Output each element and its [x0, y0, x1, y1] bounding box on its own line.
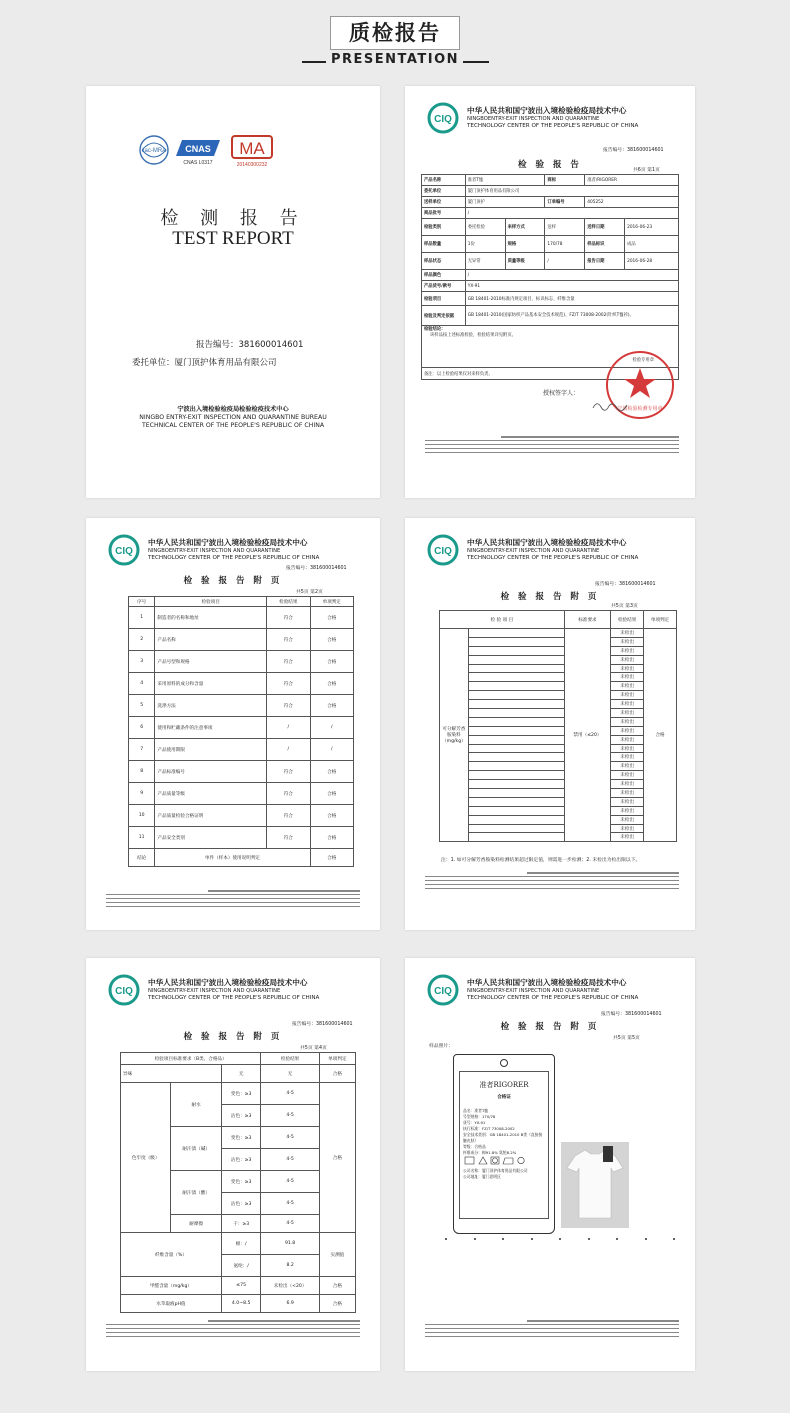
table-row: 10 产品质量检验合格证明 符合 合格: [129, 805, 354, 827]
appendix2-table: [439, 610, 677, 842]
appendix3-table: 检验项目标准要求（B类、合格品） 检验结果 单项判定 异味 无 无 合格 色牢度（级） 耐水 变色：≥3 4-5 合格 沾色：≥3 4-5 耐汗渍（碱） 变色：≥3 4-5 沾色：≥3 4-5 耐汗渍（酸） 变色：≥3 4-5 沾色：≥3 4-5 耐摩擦 干：≥3 4-5 纤维含量（%） 棉：/ 91.8 实测值 氨纶：/ 8.2 甲醛含量（mg/kg） ≤75 未检出（<20） 合格 水萃取液pH值 4.0~8.5 6.9 合格: [120, 1052, 356, 1313]
result-cell: 未检出: [611, 709, 644, 718]
tag-label: [459, 1071, 549, 1219]
table-row: [440, 797, 677, 806]
result-cell: 未检出: [611, 789, 644, 798]
report-no: 报告编号：381600014601: [601, 1012, 662, 1017]
result-cell: 未检出: [611, 682, 644, 691]
cover-footer-line-cn: 宁波出入境检验检疫局检验检疫技术中心: [177, 406, 289, 413]
tag-details: 品名：准者T恤 号型规格：170/78 货号：YX-91 执行标准：FZ/T 73008-2002 安全技术类别：GB 18401-2010 B类（直接接触皮肤） 等级：合格品 纤维成分：棉91.8% 氨纶8.2% 公司名称：厦门顶护体育用品有限公司 公司地址：厦门思明区: [463, 1108, 543, 1179]
table-row: 8 产品标准编号 符合 合格: [129, 761, 354, 783]
report-no: 报告编号：381600014601: [292, 1022, 353, 1027]
appendix-page-2[interactable]: [86, 518, 380, 930]
table-row: [440, 682, 677, 691]
page-dots: [445, 1238, 675, 1242]
org-name-en1: NINGBOENTRY-EXIT INSPECTION AND QUARANTINE: [467, 988, 600, 994]
svg-text:20140300232: 20140300232: [236, 162, 268, 168]
table-row: 5 洗涤方法 符合 合格: [129, 695, 354, 717]
section-header: [0, 0, 790, 86]
seal-text: 宁波检验检测专用章: [617, 406, 663, 412]
col-header: 序号: [129, 597, 155, 607]
ciq-logo-icon: [427, 102, 459, 134]
report-no-value: 381600014601: [238, 340, 304, 350]
table-row: [440, 806, 677, 815]
substance-cell: [468, 833, 564, 842]
org-header: [427, 534, 677, 570]
appendix-title: 检 验 报 告 附 页: [500, 592, 600, 602]
section-subtitle: PRESENTATION: [330, 52, 460, 67]
inspection-stamp-label: 检验专用章: [632, 358, 654, 363]
appendix-title: 检 验 报 告 附 页: [183, 576, 283, 586]
report-no: 报告编号：381600014601: [595, 582, 656, 587]
page-footer-text: [425, 1320, 679, 1339]
appendix-title: 检 验 报 告 附 页: [500, 1022, 600, 1032]
substance-cell: [468, 726, 564, 735]
table-row: [440, 629, 677, 638]
report-no: 报告编号：381600014601: [286, 566, 347, 571]
substance-cell: [468, 655, 564, 664]
svg-text:CNAS: CNAS: [185, 144, 211, 154]
ciq-logo-icon: [427, 974, 459, 1006]
result-cell: 未检出: [611, 815, 644, 824]
ciq-logo-icon: [108, 534, 140, 566]
result-cell: 未检出: [611, 833, 644, 842]
substance-cell: [468, 646, 564, 655]
substance-cell: [468, 637, 564, 646]
cover-report-no: [196, 338, 303, 350]
summary-row: 结论 单件（样本）使用说明判定 合格: [129, 849, 354, 867]
org-header: [108, 974, 358, 1010]
signer-label: 授权签字人：: [543, 390, 580, 397]
substance-cell: [468, 815, 564, 824]
page-number: 共6页 第1页: [633, 168, 660, 173]
table-row: [440, 824, 677, 833]
table-row: 9 产品质量等级 符合 合格: [129, 783, 354, 805]
table-row: [440, 735, 677, 744]
table-row: [440, 753, 677, 762]
cover-footer: [86, 406, 380, 430]
substance-cell: [468, 673, 564, 682]
table-row: [440, 762, 677, 771]
tag-cert: 合格证: [497, 1095, 511, 1100]
table-row: [440, 744, 677, 753]
report-no-label: 报告编号：: [196, 340, 239, 350]
substance-cell: [468, 753, 564, 762]
conclusion-label: 检验结论：: [424, 327, 446, 332]
header-rule-right: [463, 61, 489, 63]
report-main-table: 产品名称 准者T恤 商标 准者/RIGORER 委托单位 厦门顶护体育用品有限公司 送样单位 厦门顶护 订单编号 405252 商品批号 / 检验类别 委托检验 来样方式 送样 送样日期 2016-06-23 样品数量 1份 规格 170/78 样品标识 成品 样品状态 无异常 质量等级 / 报告日期 2016-06-28 样品颜色 / 产品货号/款号 YX-91 检验项目 GB 18401-2010标准内规定项目、标识标志、纤维含量 检验及判定依据 GB 18401-2010(国家纺织产品基本安全技术规范)、FZ/T 73008-2002(针织T恤衫)。 检验结论： 该样品按上述标准检验，检验结果详见附页。 检验专用章 备注：以上检验结果仅对来样负责。: [421, 174, 679, 380]
col-header: 检验结果: [611, 611, 644, 629]
result-cell: 未检出: [611, 629, 644, 638]
org-name-en2: TECHNOLOGY CENTER OF THE PEOPLE'S REPUBLIC OF CHINA: [467, 555, 639, 561]
page-number: 共5页 第3页: [611, 604, 638, 609]
svg-text:CIQ: CIQ: [434, 546, 452, 557]
svg-text:CIQ: CIQ: [115, 546, 133, 557]
result-cell: 未检出: [611, 735, 644, 744]
table-row: 3 产品号型和规格 符合 合格: [129, 651, 354, 673]
ilac-text: ilac-MRA: [141, 148, 167, 154]
substance-cell: [468, 824, 564, 833]
cover-title-cn: 检 测 报 告: [160, 208, 306, 229]
tag-brand: 准者RIGORER: [479, 1081, 529, 1089]
report-main-page[interactable]: [405, 86, 695, 498]
cma-logo: [232, 136, 272, 168]
tag-hole-icon: [500, 1059, 508, 1067]
table-row: [440, 673, 677, 682]
org-header: [427, 974, 677, 1010]
substance-cell: [468, 762, 564, 771]
azo-side-label: 可分解芳香胺染料（mg/kg）: [440, 629, 469, 842]
photo-label: 样品照片：: [429, 1044, 453, 1049]
appendix-page-5[interactable]: [405, 958, 695, 1371]
org-name-cn: 中华人民共和国宁波出入境检验检疫局技术中心: [467, 538, 627, 547]
header-rule-left: [302, 61, 326, 63]
garment-tag: [453, 1054, 555, 1234]
appendix2-note: 注：1. 如可分解芳香胺染料检测结果超过限定值，则需进一步检测；2. 未检出为检出限以下。: [441, 858, 641, 863]
cover-footer-line-en2: TECHNICAL CENTER OF THE PEOPLE'S REPUBLIC OF CHINA: [141, 422, 325, 429]
result-cell: 未检出: [611, 646, 644, 655]
col-header: 检 验 项 目: [440, 611, 565, 629]
substance-cell: [468, 771, 564, 780]
client-value: 厦门顶护体育用品有限公司: [174, 358, 277, 368]
ilac-mra-logo: [140, 136, 168, 164]
requirement-cell: 禁用（≤20）: [564, 629, 611, 842]
table-row: [440, 664, 677, 673]
org-name-cn: 中华人民共和国宁波出入境检验检疫局技术中心: [467, 978, 627, 987]
substance-cell: [468, 691, 564, 700]
cell: 产品名称: [422, 175, 466, 186]
tshirt-photo-icon: [561, 1142, 629, 1228]
page-number: 共5页 第4页: [300, 1046, 327, 1051]
page-footer-text: [106, 890, 360, 909]
substance-cell: [468, 700, 564, 709]
ciq-logo-icon: [108, 974, 140, 1006]
table-row: 11 产品安全类别 符合 合格: [129, 827, 354, 849]
report-no: 报告编号：381600014601: [603, 148, 664, 153]
result-cell: 未检出: [611, 797, 644, 806]
cover-title-en: TEST REPORT: [172, 228, 294, 249]
result-cell: 未检出: [611, 780, 644, 789]
result-cell: 未检出: [611, 700, 644, 709]
substance-cell: [468, 709, 564, 718]
remark: 备注：以上检验结果仅对来样负责。: [422, 368, 679, 380]
svg-text:CIQ: CIQ: [434, 114, 452, 125]
table-row: [440, 771, 677, 780]
org-name-en1: NINGBOENTRY-EXIT INSPECTION AND QUARANTINE: [148, 988, 281, 994]
appendix-title: 检 验 报 告 附 页: [183, 1032, 283, 1042]
org-name-en1: NINGBOENTRY-EXIT INSPECTION AND QUARANTINE: [467, 548, 600, 554]
table-row: [440, 691, 677, 700]
page-number: 共5页 第5页: [613, 1036, 640, 1041]
table-row: 1 制造者的名称和地址 符合 合格: [129, 607, 354, 629]
result-cell: 未检出: [611, 655, 644, 664]
accreditation-logos: [134, 130, 314, 170]
cnas-logo: [176, 140, 220, 166]
table-row: [440, 646, 677, 655]
table-row: 2 产品名称 符合 合格: [129, 629, 354, 651]
org-name-en2: TECHNOLOGY CENTER OF THE PEOPLE'S REPUBLIC OF CHINA: [467, 995, 639, 1001]
substance-cell: [468, 789, 564, 798]
org-name-cn: 中华人民共和国宁波出入境检验检疫局技术中心: [148, 978, 308, 987]
client-label: 委托单位：: [132, 358, 175, 368]
appendix1-table: [128, 596, 354, 867]
substance-cell: [468, 664, 564, 673]
col-header: 检验项目: [155, 597, 267, 607]
org-name-en2: TECHNOLOGY CENTER OF THE PEOPLE'S REPUBLIC OF CHINA: [467, 123, 639, 129]
substance-cell: [468, 806, 564, 815]
table-row: [440, 637, 677, 646]
table-row: [440, 789, 677, 798]
org-name-en1: NINGBOENTRY-EXIT INSPECTION AND QUARANTINE: [148, 548, 281, 554]
table-row: [440, 709, 677, 718]
substance-cell: [468, 682, 564, 691]
col-header: 标准要求: [564, 611, 611, 629]
substance-cell: [468, 629, 564, 638]
page-footer-text: [425, 436, 679, 455]
substance-cell: [468, 735, 564, 744]
svg-text:CIQ: CIQ: [434, 986, 452, 997]
cover-client: [132, 356, 277, 368]
conclusion-text: 该样品按上述标准检验，检验结果详见附页。: [430, 333, 516, 338]
section-title: 质检报告: [330, 16, 460, 50]
result-cell: 未检出: [611, 726, 644, 735]
svg-text:CNAS L0317: CNAS L0317: [183, 160, 213, 166]
table-row: 4 采用原料的成分和含量 符合 合格: [129, 673, 354, 695]
col-header: 单项判定: [644, 611, 677, 629]
result-cell: 未检出: [611, 637, 644, 646]
verdict-cell: 合格: [644, 629, 677, 842]
table-row: 6 使用和贮藏条件的注意事项 / /: [129, 717, 354, 739]
appendix-page-4[interactable]: [86, 958, 380, 1371]
table-row: [440, 780, 677, 789]
substance-cell: [468, 744, 564, 753]
table-row: [440, 726, 677, 735]
result-cell: 未检出: [611, 744, 644, 753]
org-name-en2: TECHNOLOGY CENTER OF THE PEOPLE'S REPUBLIC OF CHINA: [148, 995, 320, 1001]
report-title: 检 验 报 告: [518, 160, 582, 170]
result-cell: 未检出: [611, 771, 644, 780]
page-number: 共5页 第2页: [296, 590, 323, 595]
substance-cell: [468, 717, 564, 726]
result-cell: 未检出: [611, 753, 644, 762]
table-row: [440, 655, 677, 664]
org-header: [427, 102, 677, 138]
table-row: 7 产品使用期限 / /: [129, 739, 354, 761]
col-header: 单项判定: [310, 597, 353, 607]
svg-text:CIQ: CIQ: [115, 986, 133, 997]
org-name-en1: NINGBOENTRY-EXIT INSPECTION AND QUARANTINE: [467, 116, 600, 122]
page-footer-text: [425, 872, 679, 891]
result-cell: 未检出: [611, 673, 644, 682]
appendix-page-3[interactable]: [405, 518, 695, 930]
col-header: 检验结果: [267, 597, 310, 607]
table-row: [440, 700, 677, 709]
signature-icon: [591, 398, 631, 412]
result-cell: 未检出: [611, 664, 644, 673]
svg-text:MA: MA: [239, 139, 265, 158]
result-cell: 未检出: [611, 691, 644, 700]
org-name-en2: TECHNOLOGY CENTER OF THE PEOPLE'S REPUBLIC OF CHINA: [148, 555, 320, 561]
substance-cell: [468, 780, 564, 789]
page-footer-text: [106, 1320, 360, 1339]
table-row: [440, 833, 677, 842]
result-cell: 未检出: [611, 717, 644, 726]
org-name-cn: 中华人民共和国宁波出入境检验检疫局技术中心: [148, 538, 308, 547]
substance-cell: [468, 797, 564, 806]
ciq-logo-icon: [427, 534, 459, 566]
result-cell: 未检出: [611, 824, 644, 833]
colorfastness-label: 色牢度（级）: [121, 1083, 171, 1233]
cover-footer-line-en1: NINGBO ENTRY-EXIT INSPECTION AND QUARANTINE BUREAU: [139, 414, 327, 421]
result-cell: 未检出: [611, 806, 644, 815]
table-row: [440, 815, 677, 824]
report-cover-page[interactable]: [86, 86, 380, 498]
org-name-cn: 中华人民共和国宁波出入境检验检疫局技术中心: [467, 106, 627, 115]
result-cell: 未检出: [611, 762, 644, 771]
care-symbols-icon: [463, 1156, 543, 1166]
table-row: [440, 717, 677, 726]
